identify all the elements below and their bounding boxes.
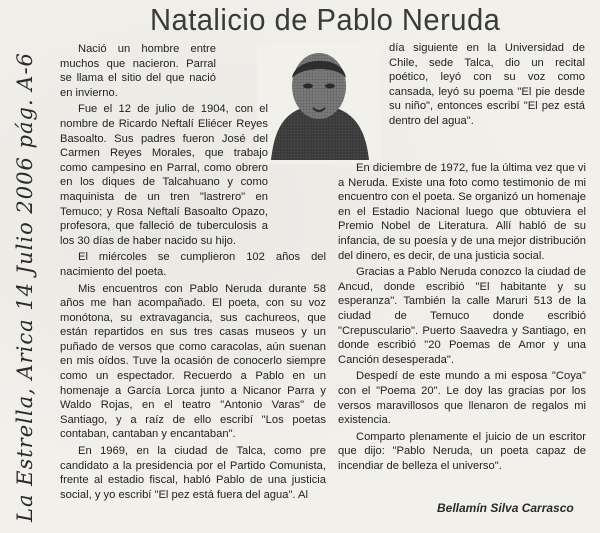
paragraph-10: Comparto plenamente el juicio de un escritor que dijo: "Pablo Neruda, un poeta capaz de incendiar de belleza el universo". <box>338 430 586 472</box>
right-column-top <box>389 41 585 131</box>
paragraph-4: Mis encuentros con Pablo Neruda durante 58 años me han acompañado. El poeta, con su voz monótona, su extravagancia, sus cachureos, que están repartidos en sus tres casas museos y un puñado de versos que como caracolas, aún suenan en mis oídos. Tuve la ocasión de conocerlo siempre como un espectador. Recuerdo a Pablo en un homenaje a García Lorca junto a Nicanor Parra y Waldo Rojas, en el teatro "Antonio Varas" de Santiago, y a raíz de ello escribí "Los poetas contaban, cantaban y encantaban". <box>60 282 326 441</box>
paragraph-9: Despedí de este mundo a mi esposa "Coya" con el "Poema 20". Le doy las gracias por los versos maravillosos que llenaron de regalos mi existencia. <box>338 370 586 427</box>
author-signature: Bellamín Silva Carrasco <box>437 501 574 515</box>
article-title: Natalicio de Pablo Neruda <box>150 2 501 37</box>
paragraph-3: El miércoles se cumplieron 102 años del nacimiento del poeta. <box>60 251 326 278</box>
paragraph-1: Nació un hombre entre muchos que nacieron. Parral se llama el sitio del que nació en invierno. <box>60 43 216 99</box>
handwritten-note-text: La Estrella, Arica 14 Julio 2006 pág. A-6 <box>13 52 37 522</box>
handwritten-annotation <box>4 0 46 533</box>
paragraph-6: día siguiente en la Universidad de Chile, sede Talca, dio un recital poético, leyó con su voz como cansada, leyó su poema "El pie desde su niño", entonces escribí "El pez está dentro del agua". <box>389 42 585 127</box>
right-column <box>338 161 586 475</box>
paragraph-8: Gracias a Pablo Neruda conozco la ciudad de Ancud, donde escribió "El habitante y su esperanza". También la calle Maruri 513 de la ciudad de Temuco donde escribió "Crepusculario". Puerto Saavedra y Santiago, en donde escribió "20 Poemas de Amor y una Canción desesperada". <box>338 266 586 366</box>
paragraph-7: En diciembre de 1972, fue la última vez que vi a Neruda. Existe una foto como testimonio de mi encuentro con el poeta. Se organizó un homenaje en el Estadio Nacional luego que obtuviera el Premio Nobel de Literatura. Allí habló de su infancia, de su poesía y de una mejor distribución del dinero, es decir, de una justicia social. <box>338 162 586 262</box>
paragraph-2: Fue el 12 de julio de 1904, con el nombre de Ricardo Neftalí Eliécer Reyes Basoalto. Sus padres fueron José del Carmen Reyes Morales, que trabajo como campesino en Parral, como obrero en los diques de Talcahuano y como maquinista de un tren "lastrero" en Temuco; y Rosa Neftalí Basoalto Opazo, profesora, que falleció de tuberculosis a los 30 días de haber nacido su hijo. <box>60 103 268 247</box>
paragraph-5: En 1969, en la ciudad de Talca, como pre candidato a la presidencia por el Partido Comunista, frente al estadio fiscal, habló Pablo de una justicia social, y yo escribí "El pez está fuera del agua". Al <box>60 445 326 501</box>
handwritten-annotation-svg <box>4 0 46 533</box>
left-column <box>60 42 326 504</box>
